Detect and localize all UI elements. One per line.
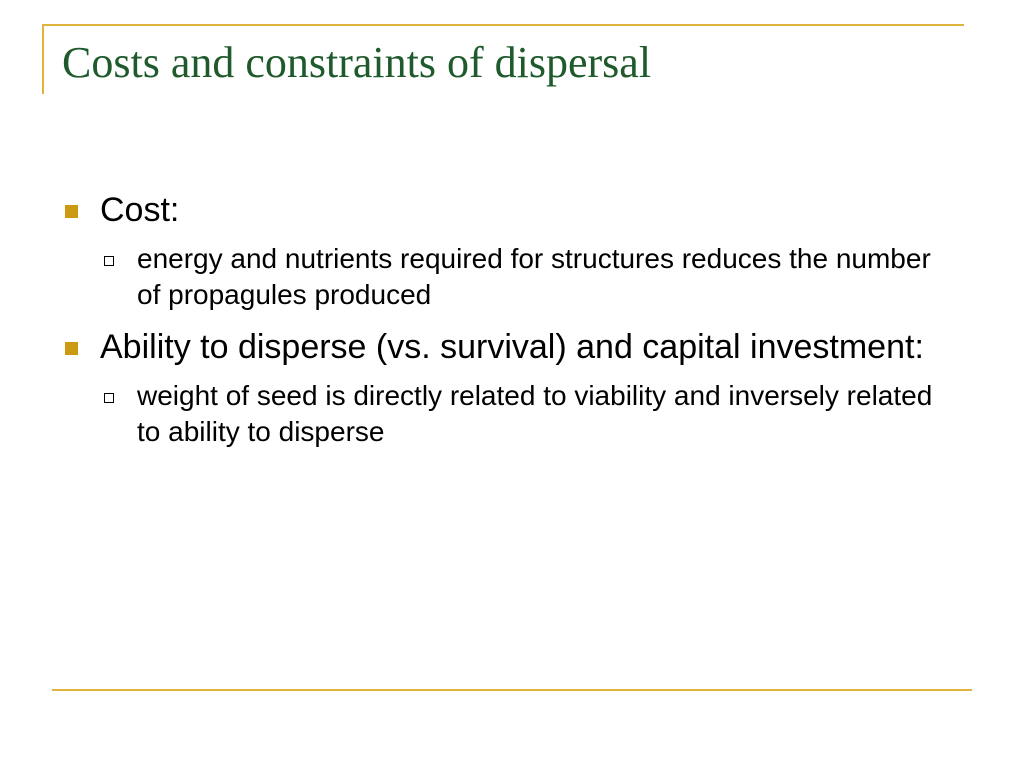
square-bullet-icon bbox=[65, 342, 78, 355]
sub-bullet-text: energy and nutrients required for structures reduces the number of propagules produced bbox=[137, 243, 931, 310]
hollow-square-bullet-icon bbox=[104, 256, 114, 266]
slide-title: Costs and constraints of dispersal bbox=[62, 38, 652, 87]
bullet-text: Cost: bbox=[100, 191, 180, 229]
bullet-text: Ability to disperse (vs. survival) and capital investment: bbox=[100, 328, 924, 366]
sub-bullet-item bbox=[64, 378, 944, 450]
bottom-accent-line bbox=[52, 689, 972, 691]
left-accent-line bbox=[42, 24, 44, 94]
hollow-square-bullet-icon bbox=[104, 393, 114, 403]
bullet-item-ability bbox=[64, 325, 944, 370]
bullet-item-cost bbox=[64, 188, 944, 233]
sub-bullet-text: weight of seed is directly related to viability and inversely related to ability to disperse bbox=[137, 380, 933, 447]
slide-body bbox=[64, 188, 944, 462]
top-accent-line bbox=[42, 24, 964, 26]
sub-bullet-item bbox=[64, 241, 944, 313]
square-bullet-icon bbox=[65, 205, 78, 218]
